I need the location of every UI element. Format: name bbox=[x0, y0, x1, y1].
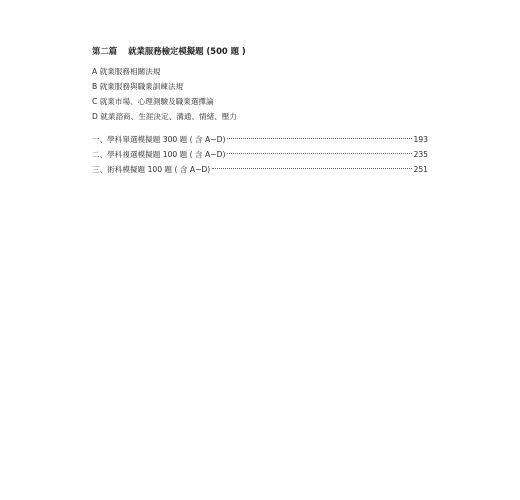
dot-leader bbox=[227, 153, 411, 154]
toc-entry-title: 一、學科單選模擬題 300 題 ( 含 A~D) bbox=[92, 135, 226, 144]
toc-entry[interactable] bbox=[92, 162, 428, 177]
section-part-label: 第二篇 bbox=[92, 46, 118, 56]
toc-entry-title: 三、術科模擬題 100 題 ( 含 A~D) bbox=[92, 165, 211, 174]
category-list bbox=[92, 64, 428, 124]
category-item: B 就業服務與職業訓練法規 bbox=[92, 82, 184, 91]
table-of-contents bbox=[92, 44, 428, 177]
section-heading bbox=[92, 44, 428, 58]
toc-entry-title: 二、學科複選模擬題 100 題 ( 含 A~D) bbox=[92, 150, 226, 159]
section-title: 就業服務檢定模擬題 (500 題 ) bbox=[128, 46, 246, 56]
dot-leader bbox=[227, 138, 411, 139]
toc-entry-page: 251 bbox=[413, 165, 428, 174]
toc-entry[interactable] bbox=[92, 147, 428, 162]
category-item: C 就業市場、心理測驗及職業選擇論 bbox=[92, 97, 214, 106]
category-item: D 就業諮商、生涯決定、溝通、情緒、壓力 bbox=[92, 112, 237, 121]
toc-entries bbox=[92, 132, 428, 177]
toc-entry-page: 193 bbox=[413, 135, 428, 144]
dot-leader bbox=[212, 168, 411, 169]
toc-entry[interactable] bbox=[92, 132, 428, 147]
category-item: A 就業服務相關法規 bbox=[92, 67, 161, 76]
toc-entry-page: 235 bbox=[413, 150, 428, 159]
